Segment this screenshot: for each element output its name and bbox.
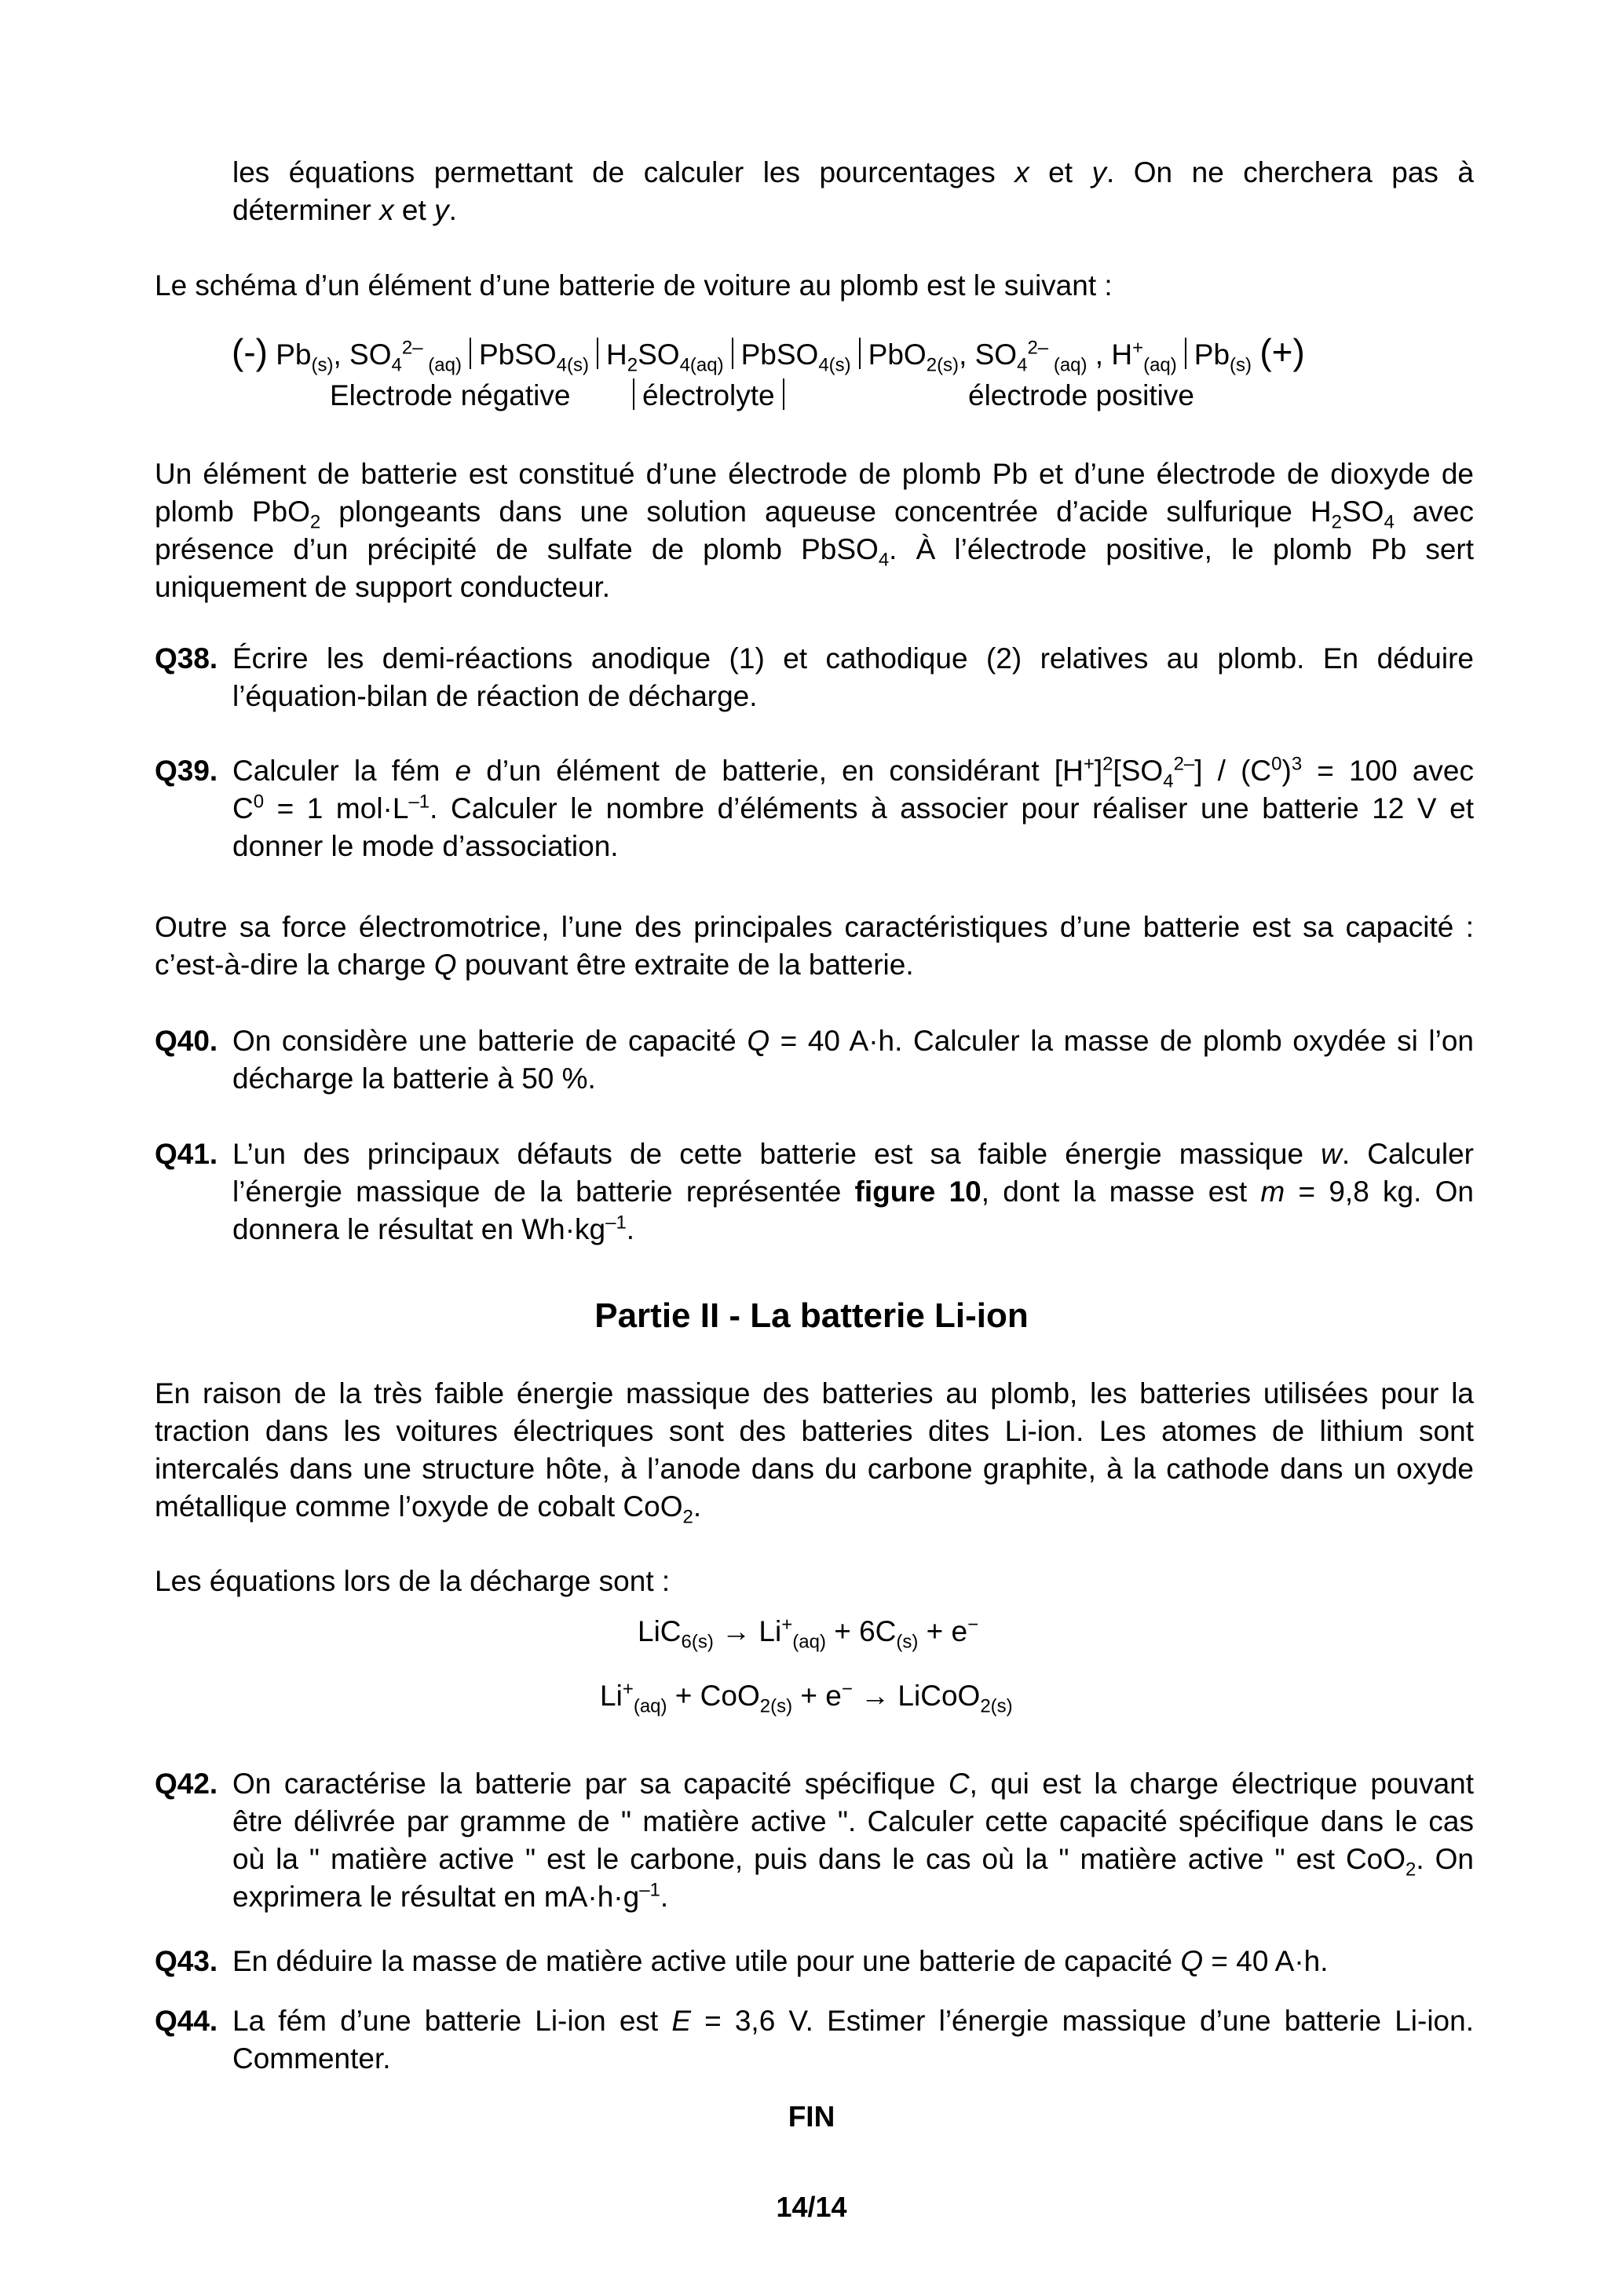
question-number: Q42. — [155, 1768, 218, 1800]
intro-line-2: déterminer x et y. — [232, 194, 457, 226]
element-line-1: Un élément de batterie est constitué d’une électrode de plomb Pb et d’une électrode de dioxyde de — [155, 458, 1474, 490]
label-positive: électrode positive — [968, 379, 1194, 411]
q41-line-3: donnera le résultat en $Wh\cdot kg^{-1}$. — [232, 1212, 635, 1245]
phase-separator — [783, 378, 784, 410]
cathode-equation: $Li^+_{(aq)} + CoO_{2(s)} + e^-$ → LiCoO$_{2(s)}$ — [600, 1678, 1013, 1717]
label-electrolyte-group — [633, 377, 792, 415]
question-number: Q44. — [155, 2005, 218, 2037]
element-line-4: uniquement de support conducteur. — [155, 571, 611, 603]
phase-separator — [597, 338, 598, 369]
liion-line-2: traction dans les voitures électriques sont des batteries dites Li-ion. Les atomes de lithium sont — [155, 1415, 1474, 1447]
fin-marker: FIN — [788, 2100, 835, 2133]
question-number: Q43. — [155, 1945, 218, 1977]
q39-line-2: $C^0 = 1$ $mol\cdot L^{-1}$. Calculer le nombre d’éléments à associer pour réaliser une batterie 12 V et — [232, 791, 1475, 824]
q42-line-4: exprimera le résultat en $mA\cdot h\cdot g^{-1}$. — [232, 1879, 669, 1913]
equations-intro: Les équations lors de la décharge sont : — [155, 1565, 671, 1597]
q40-line-1: On considère une batterie de capacité Q = 40 A·h. Calculer la masse de plomb oxydée si l’on — [232, 1025, 1475, 1057]
q42-line-3: où la " matière active " est le carbone, puis dans le cas où la " matière active " est CoO$_2$. On — [232, 1843, 1475, 1881]
page-number: 14/14 — [776, 2191, 847, 2223]
q38-line-2: l’équation-bilan de réaction de décharge. — [232, 680, 758, 712]
q39-line-1: Calculer la fém e d’un élément de batterie, en considérant $[H^+]^2[SO_4^{2-}] / (C^0)^3 = 100$ avec — [232, 753, 1475, 792]
q40-line-2: décharge la batterie à 50 %. — [232, 1062, 596, 1095]
phase-separator — [470, 338, 471, 369]
element-line-3: présence d’un précipité de sulfate de plomb PbSO$_4$. À l’électrode positive, le plomb Pb sert — [155, 533, 1474, 571]
anode-equation: $LiC_{6(s)} \to Li^+_{(aq)} + 6C_{(s)} + e^-$ — [638, 1614, 979, 1653]
intro-paragraph — [232, 154, 1474, 229]
question-number: Q40. — [155, 1025, 218, 1057]
phase-separator — [732, 338, 733, 369]
liion-line-3: intercalés dans une structure hôte, à l’anode dans du carbone graphite, à la cathode dans un oxyde — [155, 1453, 1474, 1485]
capacity-paragraph — [155, 909, 1474, 984]
q44-line-1: La fém d’une batterie Li-ion est E = 3,6 V. Estimer l’énergie massique d’une batterie Li-ion. — [232, 2005, 1474, 2037]
phase-separator — [859, 338, 861, 369]
scheme-intro: Le schéma d’un élément d’une batterie de voiture au plomb est le suivant : — [155, 269, 1113, 302]
part-2-title: Partie II - La batterie Li-ion — [594, 1296, 1029, 1335]
element-line-2: plomb PbO$_2$ plongeants dans une solution aqueuse concentrée d’acide sulfurique $H_2SO_4$ avec — [155, 495, 1474, 533]
phase-separator — [633, 378, 634, 410]
capacity-line-2: c’est-à-dire la charge Q pouvant être extraite de la batterie. — [155, 949, 914, 981]
q41-line-2: l’énergie massique de la batterie représentée figure 10, dont la masse est m = 9,8 kg. On — [232, 1175, 1474, 1208]
battery-scheme: (-) $Pb_{(s)}$, $SO_4^{2-}$ $_{(aq)}$ PbSO$_{4(s)}$ $H_2SO_{4(aq)}$ PbSO$_{4(s)}$ PbO$_{2(s)}$, $SO_4^{2-}$ $_{(aq)}$ , $H^+_{(aq)}$ $Pb_{(s)}$ (+) — [232, 331, 1305, 376]
intro-line-1: les équations permettant de calculer les pourcentages x et y. On ne cherchera pas à — [232, 156, 1474, 188]
capacity-line-1: Outre sa force électromotrice, l’une des principales caractéristiques d’une batterie est sa capacité : — [155, 911, 1474, 943]
question-number: Q38. — [155, 642, 218, 675]
element-paragraph — [155, 455, 1474, 606]
q42-line-2: être délivrée par gramme de " matière active ". Calculer cette capacité spécifique dans le cas — [232, 1805, 1474, 1837]
question-number: Q41. — [155, 1138, 218, 1170]
liion-line-1: En raison de la très faible énergie massique des batteries au plomb, les batteries utilisées pour la — [155, 1377, 1474, 1409]
label-electrolyte: électrolyte — [642, 379, 775, 411]
plus-terminal: (+) — [1259, 331, 1305, 372]
q43-line-1: En déduire la masse de matière active utile pour une batterie de capacité Q = 40 A·h. — [232, 1945, 1329, 1977]
question-number: Q39. — [155, 755, 218, 787]
q42-line-1: On caractérise la batterie par sa capacité spécifique C, qui est la charge électrique pouvant — [232, 1768, 1475, 1800]
liion-paragraph — [155, 1375, 1474, 1526]
q41-line-1: L’un des principaux défauts de cette batterie est sa faible énergie massique w. Calculer — [232, 1138, 1474, 1170]
minus-terminal: (-) — [232, 331, 268, 372]
phase-separator — [1185, 338, 1186, 369]
label-negative: Electrode négative — [330, 379, 571, 411]
q39-line-3: donner le mode d’association. — [232, 830, 619, 862]
q38-line-1: Écrire les demi-réactions anodique (1) et cathodique (2) relatives au plomb. En déduire — [232, 642, 1474, 675]
q44-line-2: Commenter. — [232, 2042, 391, 2075]
liion-line-4: métallique comme l’oxyde de cobalt CoO$_2$. — [155, 1490, 702, 1528]
